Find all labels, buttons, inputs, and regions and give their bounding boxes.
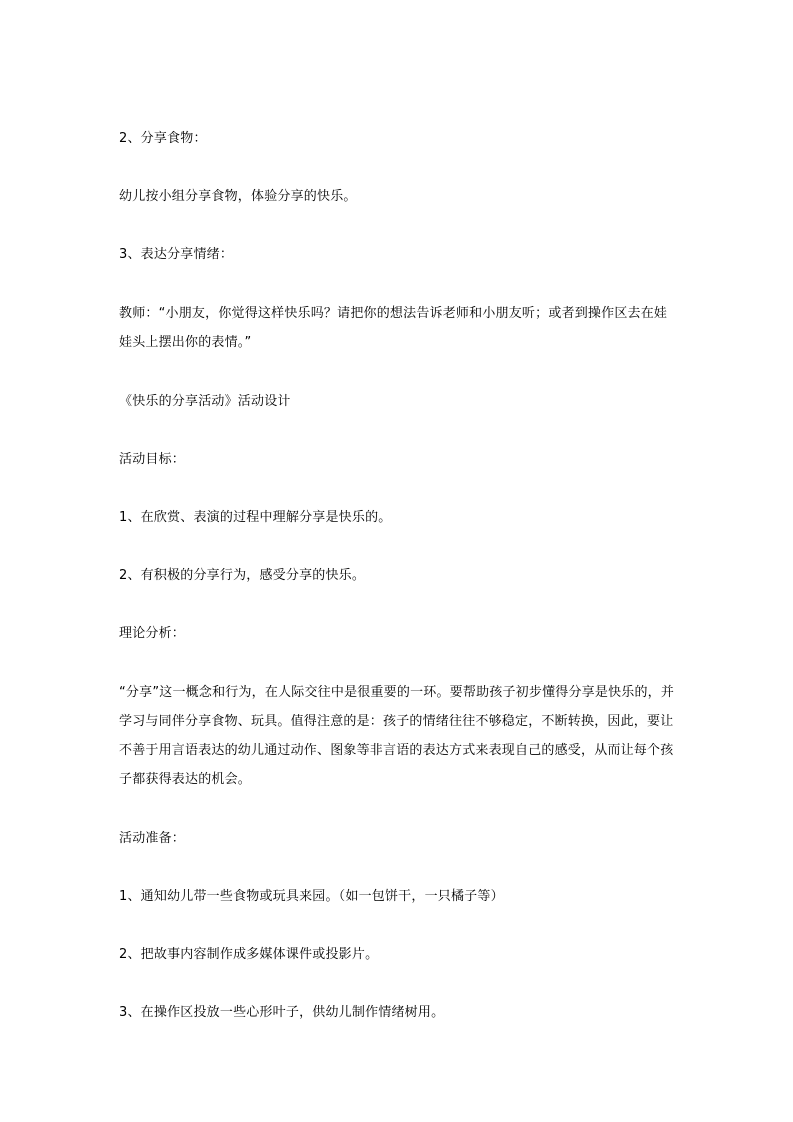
paragraph-share-food: 幼儿按小组分享食物，体验分享的快乐。: [119, 189, 357, 204]
preparation-item-3: 3、在操作区投放一些心形叶子，供幼儿制作情绪树用。: [119, 1005, 445, 1020]
section-heading-share-food: 2、分享食物：: [119, 131, 207, 146]
goal-item-1: 1、在欣赏、表演的过程中理解分享是快乐的。: [119, 510, 392, 525]
activity-design-title: 《快乐的分享活动》活动设计: [119, 394, 291, 409]
section-heading-express-emotion: 3、表达分享情绪：: [119, 247, 234, 262]
theory-line-2: 学习与同伴分享食物、玩具。值得注意的是：孩子的情绪往往不够稳定，不断转换，因此，要让: [119, 714, 674, 729]
theory-line-1: “分享”这一概念和行为，在人际交往中是很重要的一环。要帮助孩子初步懂得分享是快乐的，并: [119, 685, 675, 700]
paragraph-theory: [119, 678, 675, 794]
theory-line-3: 不善于用言语表达的幼儿通过动作、图象等非言语的表达方式来表现自己的感受，从而让每个孩: [119, 743, 674, 758]
section-heading-goals: 活动目标：: [119, 452, 186, 467]
preparation-item-1: 1、通知幼儿带一些食物或玩具来园。（如一包饼干，一只橘子等）: [119, 889, 504, 904]
goal-item-2: 2、有积极的分享行为，感受分享的快乐。: [119, 568, 366, 583]
paragraph-teacher-quote: [119, 299, 675, 357]
preparation-item-2: 2、把故事内容制作成多媒体课件或投影片。: [119, 947, 379, 962]
section-heading-preparation: 活动准备：: [119, 831, 186, 846]
teacher-quote-line-2: 娃头上摆出你的表情。”: [119, 335, 252, 350]
teacher-quote-line-1: 教师：“小朋友，你觉得这样快乐吗？请把你的想法告诉老师和小朋友听；或者到操作区去在娃: [119, 306, 668, 321]
theory-line-4: 子都获得表达的机会。: [119, 772, 252, 787]
section-heading-theory: 理论分析：: [119, 626, 186, 641]
